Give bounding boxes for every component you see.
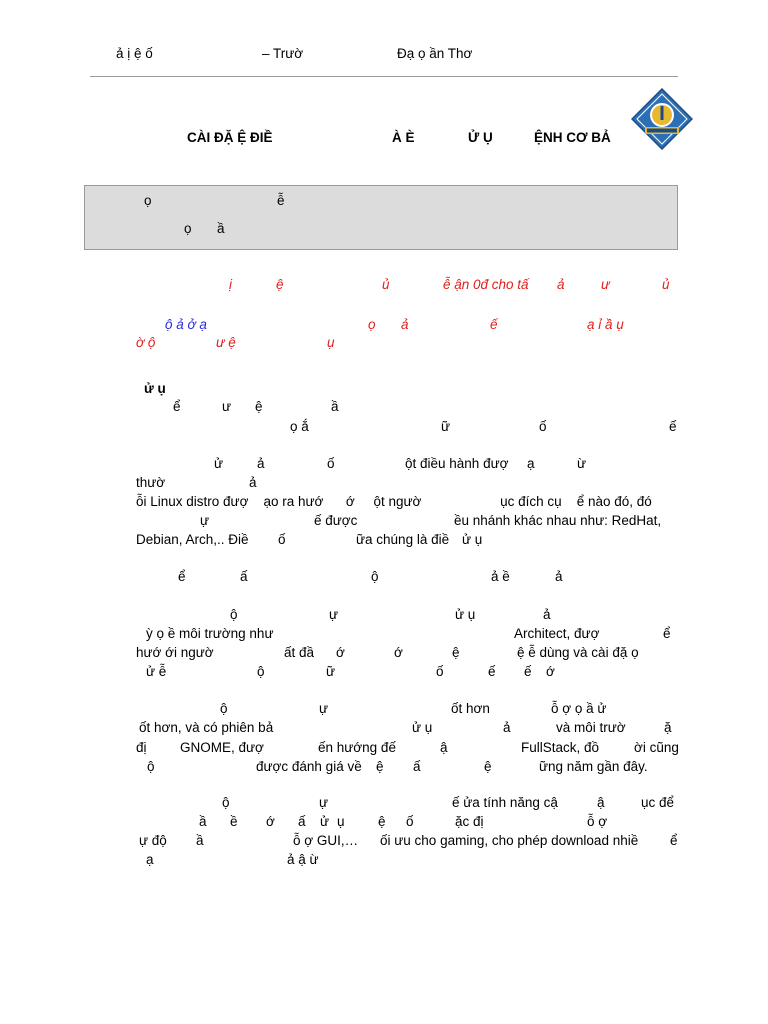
body-text: ặ (664, 720, 672, 735)
body-text: ư (222, 399, 232, 414)
body-text: ừ (577, 456, 587, 471)
body-text: ỗ ợ GUI,… (293, 833, 359, 848)
note-text: ả (557, 277, 565, 292)
note-text: ệ (276, 277, 284, 292)
body-text: được đánh giá về (256, 759, 362, 774)
note-text: ạ ỉ ầ ụ (587, 317, 624, 332)
body-text: ột điều hành đượ (405, 456, 509, 471)
body-text: ất đầ (284, 645, 315, 660)
university-seal-icon (631, 88, 693, 150)
note-text: ả (401, 317, 409, 332)
note-text: ờ ộ (136, 335, 156, 350)
header-left: ả ị ệ ố (116, 46, 153, 61)
header-right: Đạ ọ ần Thơ (397, 46, 473, 61)
body-text: ặc đị (455, 814, 484, 829)
body-text: ộ (147, 759, 155, 774)
body-text: ời cũng (634, 740, 679, 755)
body-text: ỳ ọ ề môi trường như (146, 626, 274, 641)
body-text: ể (178, 569, 186, 584)
body-text: ều nhánh khác nhau như: RedHat, (454, 513, 662, 528)
body-text: ững năm gần đây. (539, 759, 648, 774)
note-text: ủ (662, 277, 670, 292)
body-text: ệ (255, 399, 263, 414)
body-text: ấ (298, 814, 306, 829)
body-text: ấ (240, 569, 248, 584)
body-text: Debian, Arch,.. Điề (136, 532, 249, 547)
body-text: ử ụ (412, 720, 433, 735)
body-text: ữ (441, 419, 451, 434)
body-text: Architect, đượ (514, 626, 600, 641)
body-text: ốt hơn (451, 701, 490, 716)
body-text: ố (406, 814, 414, 829)
body-text: ộ (222, 795, 230, 810)
body-text: ử ễ (146, 664, 167, 679)
body-text: ọ ắ (290, 419, 309, 434)
body-text: ả (555, 569, 563, 584)
note-text: ị (229, 277, 232, 292)
box-text: ầ (217, 221, 225, 236)
body-text: ạ (146, 852, 154, 867)
body-text: ệ ễ dùng và cài đặ ọ (517, 645, 639, 660)
body-text: ữ (326, 664, 336, 679)
body-text: ộ (371, 569, 379, 584)
body-text: ầ (196, 833, 204, 848)
note-text: ủ (382, 277, 390, 292)
body-text: ệ (484, 759, 492, 774)
body-text: ậ (597, 795, 605, 810)
note-text: ọ (368, 317, 376, 332)
body-text: ạ (527, 456, 535, 471)
title-part-2: À È (392, 130, 415, 145)
body-text: ả ề (491, 569, 510, 584)
body-text: ế (669, 419, 677, 434)
body-text: đị (136, 740, 147, 755)
body-text: ỗ ợ ọ ầ ử (551, 701, 607, 716)
body-text: ả (249, 475, 257, 490)
note-text: ư (601, 277, 610, 292)
box-text: ọ (184, 221, 192, 236)
body-text: ể (663, 626, 671, 641)
body-text: ộ (220, 701, 228, 716)
note-link-text: ộ ả ở ạ (165, 317, 207, 332)
body-text: ả (543, 607, 551, 622)
body-text: ớ (546, 664, 555, 679)
body-text: ệ (452, 645, 460, 660)
note-text: ễ ận 0đ cho tấ (443, 277, 529, 292)
body-text: ả (503, 720, 511, 735)
box-text: ễ (277, 193, 285, 208)
header-center: – Trườ (262, 46, 304, 61)
body-text: ậ (440, 740, 448, 755)
body-text: ử (320, 814, 330, 829)
body-text: và môi trườ (556, 720, 626, 735)
note-text: ế (490, 317, 498, 332)
body-text: ộ (230, 607, 238, 622)
body-text: ộ (257, 664, 265, 679)
body-text: ầ (331, 399, 339, 414)
section-heading: ử ụ (144, 381, 166, 396)
body-text: ề (230, 814, 238, 829)
body-text: ể (173, 399, 181, 414)
body-text: thườ (136, 475, 166, 490)
body-text: ữa chúng là điề (356, 532, 450, 547)
body-text: ử (214, 456, 224, 471)
body-text: ụ (337, 814, 345, 829)
body-text: ể (670, 833, 678, 848)
body-text: ự độ (139, 833, 167, 848)
body-text: ự (200, 513, 210, 528)
body-text: ố (436, 664, 444, 679)
body-text: ớ (336, 645, 345, 660)
body-text: ế ửa tính năng cậ (452, 795, 558, 810)
body-text: ấ (413, 759, 421, 774)
title-part-4: ỆNH CƠ BẢ (534, 130, 611, 145)
summary-box (84, 185, 678, 250)
body-text: ốt hơn, và có phiên bả (139, 720, 274, 735)
body-text: hướ ới ngườ (136, 645, 214, 660)
body-text: ế được (314, 513, 358, 528)
body-text: ử ụ (455, 607, 476, 622)
note-text: ụ (327, 335, 335, 350)
body-text: ớ (394, 645, 403, 660)
body-text: ến hướng đế (318, 740, 396, 755)
body-text: ớ (266, 814, 275, 829)
body-text: ế (524, 664, 532, 679)
body-text: ố (278, 532, 286, 547)
body-text: ử ụ (462, 532, 483, 547)
note-text: ư ệ (216, 335, 236, 350)
body-text: ệ (378, 814, 386, 829)
body-text: ục để (641, 795, 675, 810)
body-text: ự (319, 701, 329, 716)
box-text: ọ (144, 193, 152, 208)
header-rule (90, 76, 678, 77)
body-text: ệ (376, 759, 384, 774)
body-text: ả (257, 456, 265, 471)
body-text: ả ậ ừ (287, 852, 319, 867)
body-text: ế (488, 664, 496, 679)
body-text: GNOME, đượ (180, 740, 264, 755)
title-part-3: Ử Ụ (468, 130, 493, 145)
body-text: FullStack, đồ (521, 740, 600, 755)
body-text: ố (539, 419, 547, 434)
body-text: ối ưu cho gaming, cho phép download nhiề (380, 833, 639, 848)
body-text: ầ (199, 814, 207, 829)
body-text: ố (327, 456, 335, 471)
body-text: ỗi Linux distro đượ ạo ra hướ ớ ột ngườ ục đích cụ ể nào đó, đó (136, 494, 652, 509)
body-text: ỗ ợ (587, 814, 608, 829)
body-text: ự (329, 607, 339, 622)
title-part-1: CÀI ĐẶ Ệ ĐIỀ (187, 130, 273, 145)
body-text: ự (319, 795, 329, 810)
